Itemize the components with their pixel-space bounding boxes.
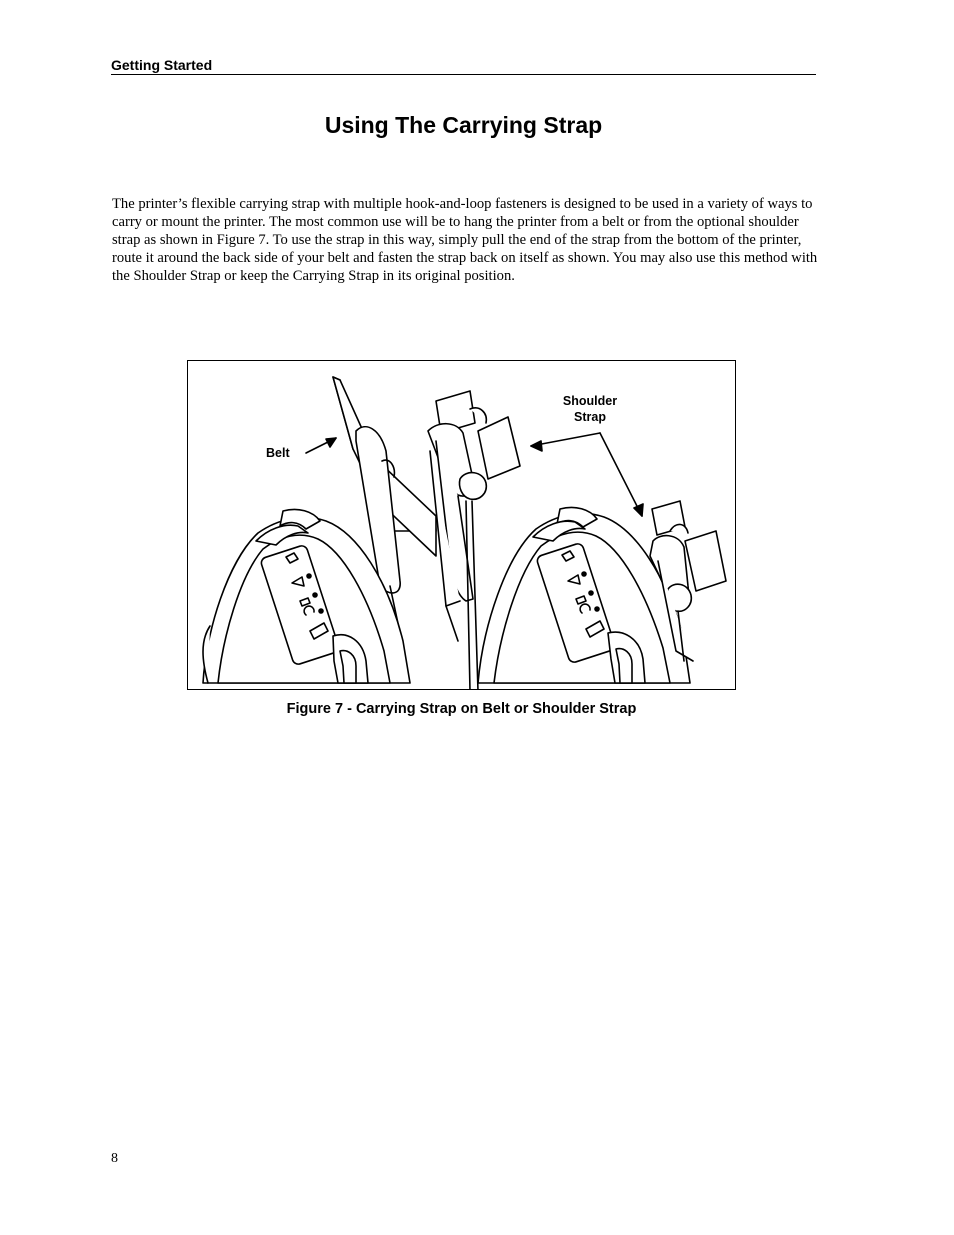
figure-caption: Figure 7 - Carrying Strap on Belt or Shoulder Strap	[286, 701, 637, 717]
label-belt: Belt	[266, 446, 290, 460]
label-shoulder-strap	[552, 393, 628, 425]
running-header: Getting Started	[111, 57, 816, 75]
label-shoulder-line1: Shoulder	[562, 394, 618, 408]
page-title: Using The Carrying Strap	[324, 112, 603, 138]
body-paragraph: The printer’s flexible carrying strap with multiple hook-and-loop fasteners is designed to be used in a variety of ways to carry or mount the printer. The most common use will be to hang the printer from a belt or from the optional shoulder strap as shown in Figure 7. To use the strap in this way, simply pull the end of the strap from the bottom of the printer, route it around the back side of your belt and fasten the strap back on itself as shown. You may also use this method with the Shoulder Strap or keep the Carrying Strap in its original position.	[112, 196, 818, 284]
figure-7-illustration	[187, 360, 736, 690]
page-number: 8	[111, 1151, 118, 1166]
label-shoulder-line2: Strap	[574, 410, 606, 424]
